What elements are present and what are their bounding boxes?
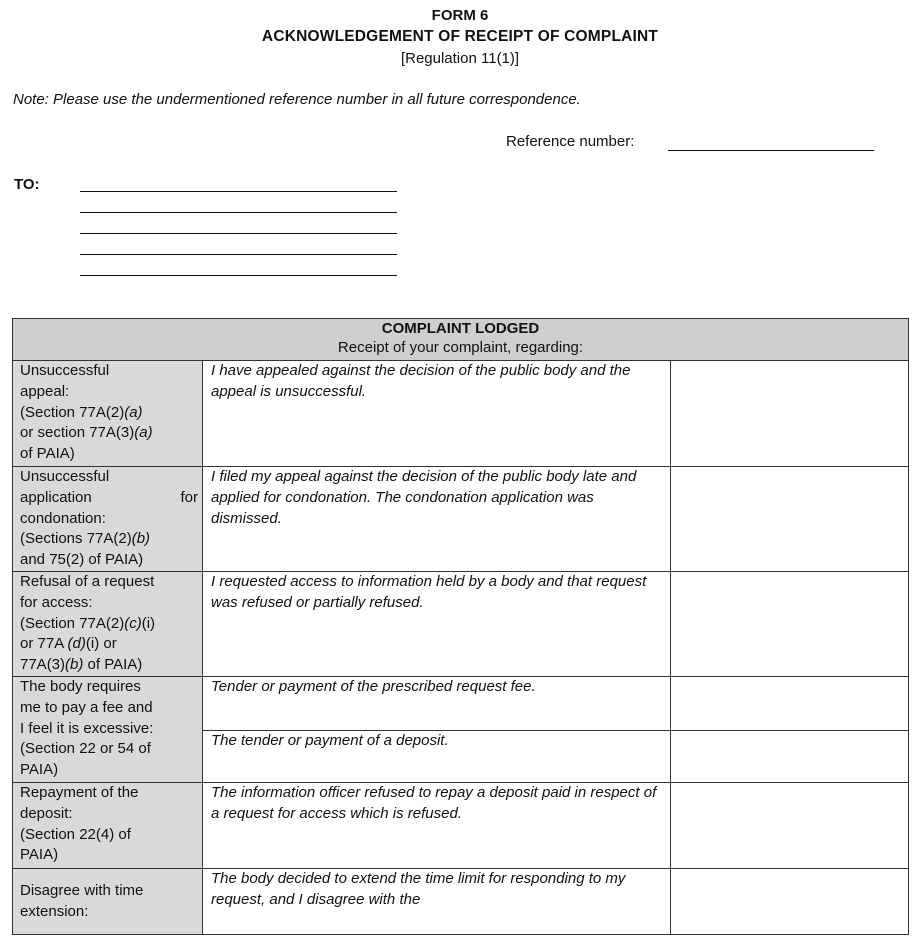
table-row <box>13 467 909 572</box>
category-text: (d) <box>67 635 86 653</box>
category-text: (c) <box>124 614 142 632</box>
category-text: (Section 77A(2) <box>20 614 125 632</box>
category-text: of PAIA) <box>20 445 75 463</box>
category-text: (i) <box>141 614 156 632</box>
category-cell <box>13 467 203 572</box>
acknowledgement-cell[interactable] <box>671 677 909 731</box>
to-address-line-5[interactable] <box>80 275 397 276</box>
description-cell: The information officer refused to repay a deposit paid in respect of a request for access which is refused. <box>203 783 671 869</box>
acknowledgement-cell[interactable] <box>671 783 909 869</box>
to-address-line-1[interactable] <box>80 191 397 192</box>
table-row <box>13 783 909 869</box>
complaint-table <box>12 318 909 935</box>
description-cell: Tender or payment of the prescribed request fee. <box>203 677 671 731</box>
description-cell: The body decided to extend the time limit for responding to my request, and I disagree with the <box>203 869 671 935</box>
table-row <box>13 361 909 467</box>
category-text: extension: <box>20 902 89 920</box>
correspondence-note: Note: Please use the undermentioned reference number in all future correspondence. <box>13 91 581 108</box>
table-row <box>13 869 909 935</box>
category-text: Refusal of a request <box>20 573 155 590</box>
category-text: (b) <box>131 530 151 548</box>
acknowledgement-cell[interactable] <box>671 361 909 467</box>
category-text: (a) <box>124 403 143 421</box>
acknowledgement-cell[interactable] <box>671 572 909 677</box>
description-cell: I filed my appeal against the decision of the public body late and applied for condonation. The condonation application was dismissed. <box>203 467 671 572</box>
reference-number-label: Reference number: <box>506 133 635 150</box>
category-text: or 77A <box>20 635 68 653</box>
category-text: Unsuccessful <box>20 362 110 379</box>
category-text: or section 77A(3) <box>20 424 135 442</box>
category-text: and 75(2) of PAIA) <box>20 551 144 569</box>
to-address-line-4[interactable] <box>80 254 397 255</box>
category-text: (a) <box>134 424 153 442</box>
form-title: ACKNOWLEDGEMENT OF RECEIPT OF COMPLAINT <box>261 28 659 45</box>
category-text: Repayment of the <box>20 784 139 801</box>
complaint-heading: COMPLAINT LODGED <box>381 320 540 337</box>
category-text: (b) <box>65 656 84 674</box>
table-row <box>13 677 909 731</box>
to-address-line-2[interactable] <box>80 212 397 213</box>
category-cell <box>13 677 203 783</box>
complaint-subheading: Receipt of your complaint, regarding: <box>337 339 584 356</box>
category-text: 77A(3) <box>20 656 66 674</box>
description-cell: The tender or payment of a deposit. <box>203 731 671 783</box>
acknowledgement-cell[interactable] <box>671 731 909 783</box>
description-cell: I requested access to information held by a body and that request was refused or partially refused. <box>203 572 671 677</box>
category-text: (Section 22(4) of <box>20 825 131 843</box>
table-row <box>13 572 909 677</box>
category-text: PAIA) <box>20 761 59 779</box>
category-text: (Section 22 or 54 of <box>20 740 151 758</box>
category-cell <box>13 572 203 677</box>
to-address-line-3[interactable] <box>80 233 397 234</box>
category-text: me to pay a fee and <box>20 698 153 716</box>
category-cell <box>13 783 203 869</box>
reference-number-field[interactable] <box>668 150 874 151</box>
category-text: of PAIA) <box>83 656 143 674</box>
to-label: TO: <box>14 176 40 193</box>
category-cell <box>13 361 203 467</box>
category-cell <box>13 869 203 935</box>
category-text: for <box>180 488 198 506</box>
acknowledgement-cell[interactable] <box>671 869 909 935</box>
category-text: deposit: <box>20 804 73 822</box>
acknowledgement-cell[interactable] <box>671 467 909 572</box>
category-text: I feel it is excessive: <box>20 719 154 737</box>
category-text: condonation: <box>20 509 106 527</box>
regulation-reference: [Regulation 11(1)] <box>400 50 520 67</box>
category-text: Unsuccessful <box>20 468 110 485</box>
complaint-table-header <box>13 319 909 361</box>
category-text: (Section 77A(2) <box>20 403 125 421</box>
category-text: (Sections 77A(2) <box>20 530 132 548</box>
category-text: for access: <box>20 593 93 611</box>
category-text: application <box>20 488 92 506</box>
category-text: Disagree with time <box>20 881 144 899</box>
category-text: The body requires <box>20 678 141 695</box>
category-text: PAIA) <box>20 846 59 864</box>
form-number: FORM 6 <box>431 7 489 24</box>
description-cell: I have appealed against the decision of the public body and the appeal is unsuccessful. <box>203 361 671 467</box>
category-text: (i) or <box>85 635 117 653</box>
category-text: appeal: <box>20 382 70 400</box>
